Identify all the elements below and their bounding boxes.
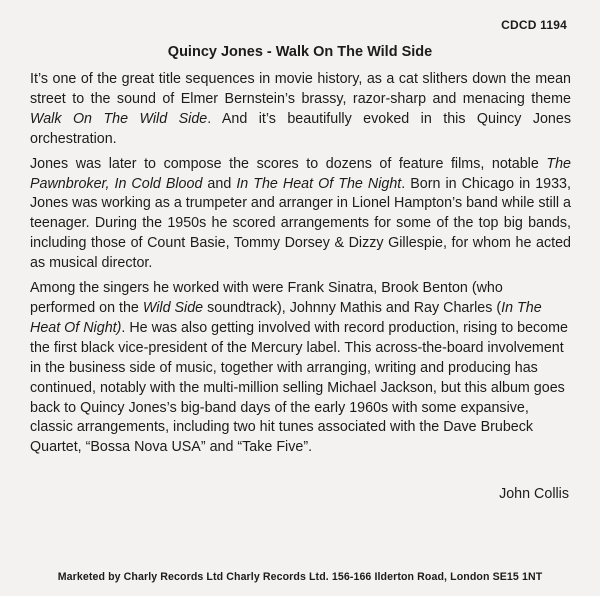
author-signature: John Collis <box>499 486 569 502</box>
paragraph-1 <box>30 70 571 150</box>
page-title: Quincy Jones - Walk On The Wild Side <box>167 44 433 60</box>
paragraph-2-text-e: . Born in Chicago in 1933, Jones was working as a trumpeter and arranger in Lionel Hampton’s band while still a teenager. During the 1950s he scored arrangements for some of the top big bands, including those of Count Basie, Tommy Dorsey & Dizzy Gillespie, for whom he acted as musical director. <box>30 175 571 272</box>
footer-credits: Marketed by Charly Records Ltd Charly Records Ltd. 156-166 Ilderton Road, London SE15 1NT <box>57 571 543 583</box>
paragraph-3-text-c: soundtrack), Johnny Mathis and Ray Charles ( <box>203 299 502 316</box>
liner-notes-body <box>30 70 571 463</box>
catalog-number: CDCD 1194 <box>501 18 567 32</box>
paragraph-1-italic-title: Walk On The Wild Side <box>30 110 208 127</box>
paragraph-3-italic-soundtrack: Wild Side <box>142 299 204 316</box>
paragraph-2 <box>30 155 571 274</box>
paragraph-2-text-a: Jones was later to compose the scores to dozens of feature films, notable <box>30 155 547 172</box>
paragraph-2-italic-film: In The Heat Of The Night <box>236 175 402 192</box>
paragraph-1-text-c: . And it’s beautifully evoked in this Quincy Jones orchestration. <box>30 110 571 147</box>
paragraph-3-text-e: . He was also getting involved with record production, rising to become the first black vice-president of the Mercury label. This across-the-board involvement in the business side of music, together with arranging, writing and producing has continued, notably with the multi-million selling Michael Jackson, but this album goes back to Quincy Jones’s big-band days of the early 1960s with some expansive, classic arrangements, including two hit tunes associated with the Dave Brubeck Quartet, “Bossa Nova USA” and “Take Five”. <box>30 319 568 456</box>
paragraph-3 <box>30 279 571 458</box>
paragraph-3-text-a: Among the singers he worked with were Frank Sinatra, Brook Benton (who performed on the <box>30 280 503 316</box>
paragraph-3-italic-film: In The Heat Of Night) <box>30 299 542 336</box>
paragraph-1-text-a: It’s one of the great title sequences in movie history, as a cat slithers down the mean street to the sound of Elmer Bernstein’s brassy, razor-sharp and menacing theme <box>30 71 571 107</box>
paragraph-2-italic-films: The Pawnbroker, In Cold Blood <box>30 155 571 192</box>
paragraph-2-text-c: and <box>202 175 237 192</box>
